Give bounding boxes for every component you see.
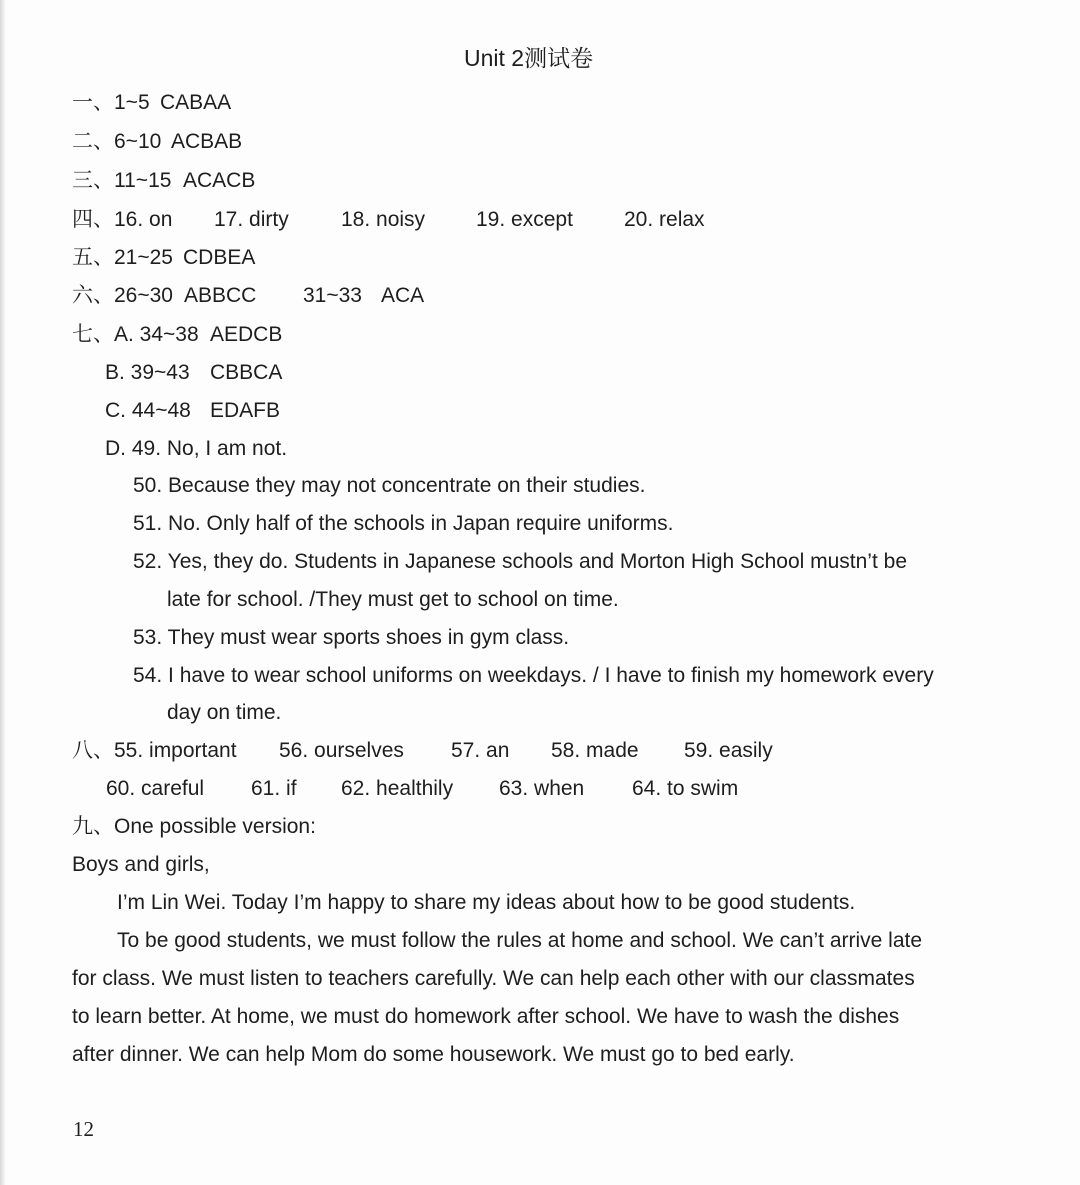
- answer-50: 50. Because they may not concentrate on their studies.: [133, 474, 646, 497]
- answer-52-cont: late for school. /They must get to school on time.: [167, 588, 619, 611]
- section-4-answer: 18. noisy: [341, 208, 426, 231]
- section-2-label: 二、6~10: [72, 130, 162, 153]
- section-6-answers: ABBCC: [184, 284, 257, 307]
- essay-paragraph-2-line: after dinner. We can help Mom do some housework. We must go to bed early.: [72, 1043, 795, 1066]
- section-3-answers: ACACB: [183, 169, 256, 192]
- section-8-answer: 61. if: [251, 777, 297, 800]
- essay-paragraph-1: I’m Lin Wei. Today I’m happy to share my ideas about how to be good students.: [117, 891, 856, 914]
- section-6-label-2: 31~33: [303, 284, 362, 307]
- section-7a-answers: AEDCB: [210, 323, 283, 346]
- section-7b-label: B. 39~43: [105, 361, 190, 384]
- page-title: Unit 2测试卷: [464, 45, 594, 71]
- section-1-label: 一、1~5: [72, 91, 150, 114]
- section-7b-answers: CBBCA: [210, 361, 283, 384]
- essay-paragraph-2-line: To be good students, we must follow the rules at home and school. We can’t arrive late: [117, 929, 923, 952]
- section-8-answer: 57. an: [451, 739, 510, 762]
- answer-53: 53. They must wear sports shoes in gym class.: [133, 626, 570, 649]
- section-7d-answer: D. 49. No, I am not.: [105, 437, 288, 460]
- section-4-answer: 19. except: [476, 208, 573, 231]
- section-6-label: 六、26~30: [72, 284, 173, 307]
- answer-54: 54. I have to wear school uniforms on weekdays. / I have to finish my homework every: [133, 664, 934, 687]
- section-5-answers: CDBEA: [183, 246, 256, 269]
- section-3-label: 三、11~15: [72, 169, 172, 192]
- section-7a-label: 七、A. 34~38: [72, 323, 199, 346]
- section-8-answer: 59. easily: [684, 739, 773, 762]
- section-7c-answers: EDAFB: [210, 399, 281, 422]
- page-edge-shadow: [0, 0, 6, 1185]
- essay-paragraph-2-line: for class. We must listen to teachers carefully. We can help each other with our classmates: [72, 967, 915, 990]
- answer-51: 51. No. Only half of the schools in Japan require uniforms.: [133, 512, 674, 535]
- section-8-answer: 64. to swim: [632, 777, 739, 800]
- section-8-answer: 63. when: [499, 777, 585, 800]
- section-6-answers-2: ACA: [381, 284, 425, 307]
- section-4-answer: 20. relax: [624, 208, 705, 231]
- section-7c-label: C. 44~48: [105, 399, 191, 422]
- essay-greeting: Boys and girls,: [72, 853, 210, 876]
- section-8-answer: 八、55. important: [72, 739, 237, 762]
- section-8-answer: 58. made: [551, 739, 639, 762]
- answer-54-cont: day on time.: [167, 701, 282, 724]
- section-4-answer: 17. dirty: [214, 208, 289, 231]
- essay-paragraph-2-line: to learn better. At home, we must do homework after school. We have to wash the dishes: [72, 1005, 900, 1028]
- page-number: 12: [73, 1117, 94, 1141]
- answer-52: 52. Yes, they do. Students in Japanese schools and Morton High School mustn’t be: [133, 550, 907, 573]
- section-2-answers: ACBAB: [171, 130, 243, 153]
- section-8-answer: 60. careful: [106, 777, 205, 800]
- section-9-label: 九、One possible version:: [72, 815, 316, 838]
- section-4-answer: 四、16. on: [72, 208, 173, 231]
- section-8-answer: 62. healthily: [341, 777, 454, 800]
- section-8-answer: 56. ourselves: [279, 739, 404, 762]
- section-5-label: 五、21~25: [72, 246, 173, 269]
- section-1-answers: CABAA: [160, 91, 232, 114]
